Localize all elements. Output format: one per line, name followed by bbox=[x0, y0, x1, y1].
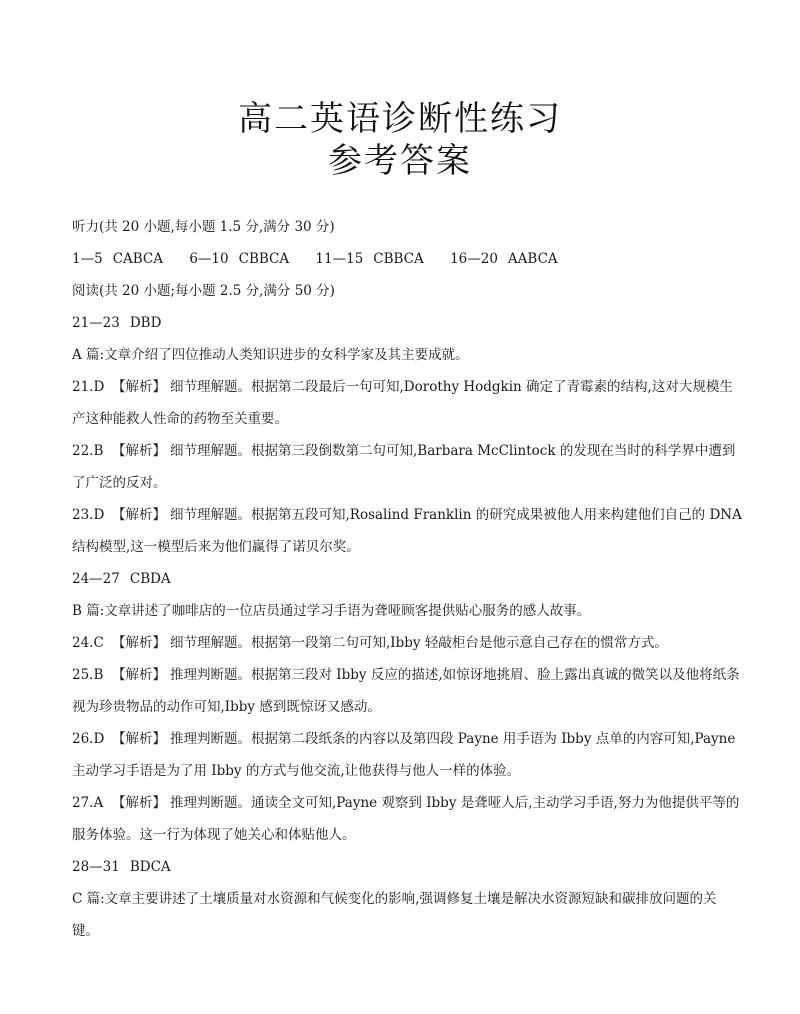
passage-b-summary: B 篇:文章讲述了咖啡店的一位店员通过学习手语为聋哑顾客提供贴心服务的感人故事。 bbox=[72, 603, 591, 619]
passage-b-answers: 24—27 CBDA bbox=[72, 571, 171, 587]
analysis-item: 27.A 【解析】 推理判断题。通读全文可知,Payne 观察到 Ibby 是聋哑人后,主动学习手语,努力为他提供平等的服务体验。这一行为体现了她关心和体贴他人。 bbox=[72, 795, 740, 843]
passage-a-summary: A 篇:文章介绍了四位推动人类知识进步的女科学家及其主要成就。 bbox=[72, 347, 469, 363]
analysis-item: 21.D 【解析】 细节理解题。根据第二段最后一句可知,Dorothy Hodgkin 确定了青霉素的结构,这对大规模生产这种能救人性命的药物至关重要。 bbox=[72, 379, 733, 427]
answer-content bbox=[72, 211, 742, 947]
analysis-item: 25.B 【解析】 推理判断题。根据第三段对 Ibby 反应的描述,如惊讶地挑眉、脸上露出真诚的微笑以及他将纸条视为珍贵物品的动作可知,Ibby 感到既惊讶又感动。 bbox=[72, 667, 740, 715]
page-subtitle: 参考答案 bbox=[328, 141, 472, 181]
answer-group: 6—10 CBBCA bbox=[189, 251, 290, 267]
reading-header: 阅读(共 20 小题;每小题 2.5 分,满分 50 分) bbox=[72, 283, 335, 299]
answer-group: 16—20 AABCA bbox=[450, 251, 558, 267]
analysis-item: 26.D 【解析】 推理判断题。根据第二段纸条的内容以及第四段 Payne 用手语为 Ibby 点单的内容可知,Payne 主动学习手语是为了用 Ibby 的方式与他交流,让他获得与他人一样的体验。 bbox=[72, 731, 736, 779]
listening-answers bbox=[72, 243, 742, 275]
passage-a-answers: 21—23 DBD bbox=[72, 315, 162, 331]
analysis-item: 22.B 【解析】 细节理解题。根据第三段倒数第二句可知,Barbara McClintock 的发现在当时的科学界中遭到了广泛的反对。 bbox=[72, 443, 736, 491]
listening-header: 听力(共 20 小题,每小题 1.5 分,满分 30 分) bbox=[72, 219, 335, 235]
analysis-item: 24.C 【解析】 细节理解题。根据第一段第二句可知,Ibby 轻敲柜台是他示意自己存在的惯常方式。 bbox=[72, 635, 668, 651]
passage-c-summary: C 篇:文章主要讲述了土壤质量对水资源和气候变化的影响,强调修复土壤是解决水资源短缺和碳排放问题的关键。 bbox=[72, 891, 717, 939]
page-title: 高二英语诊断性练习 bbox=[238, 99, 562, 139]
answer-group: 1—5 CABCA bbox=[72, 251, 164, 267]
analysis-item: 23.D 【解析】 细节理解题。根据第五段可知,Rosalind Franklin 的研究成果被他人用来构建他们自己的 DNA 结构模型,这一模型后来为他们赢得了诺贝尔奖。 bbox=[72, 507, 742, 555]
answer-group: 11—15 CBBCA bbox=[315, 251, 424, 267]
passage-c-answers: 28—31 BDCA bbox=[72, 859, 171, 875]
